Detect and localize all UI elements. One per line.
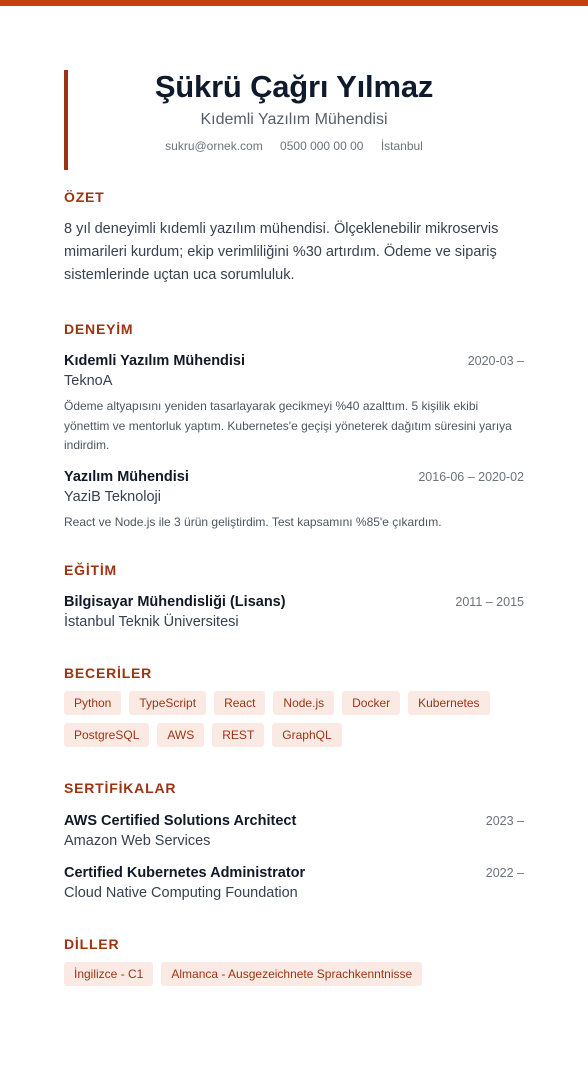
skill-chip: React xyxy=(214,691,265,715)
contact-line xyxy=(64,138,524,154)
skill-chip: TypeScript xyxy=(129,691,206,715)
contact-city: İstanbul xyxy=(380,139,423,153)
experience-entry xyxy=(64,468,524,533)
certification-name: Certified Kubernetes Administrator xyxy=(64,865,306,881)
skill-chip: Node.js xyxy=(273,691,334,715)
experience-company: YaziB Teknoloji xyxy=(64,488,161,505)
education-entry xyxy=(64,593,524,632)
experience-entry xyxy=(64,352,524,456)
experience-role: Kıdemli Yazılım Mühendisi xyxy=(64,353,246,369)
experience-role: Yazılım Mühendisi xyxy=(64,468,189,485)
skill-chip: Kubernetes xyxy=(408,691,489,715)
skill-chip: PostgreSQL xyxy=(64,723,149,747)
certification-entry xyxy=(64,864,524,903)
certifications-section xyxy=(64,779,524,903)
summary-text: 8 yıl deneyimli kıdemli yazılım mühendisi. Ölçeklenebilir mikroservis mimarileri kurdum; ekip verimliliğini %30 artırdım. Ödeme ve sipariş sistemlerinde uçtan uca sorumluluk. xyxy=(64,221,499,283)
education-school: İstanbul Teknik Üniversitesi xyxy=(64,614,239,630)
skill-chip: Python xyxy=(64,691,121,715)
resume-page xyxy=(64,69,524,981)
experience-date: 2016-06 – 2020-02 xyxy=(418,469,524,484)
certification-date: 2023 – xyxy=(485,814,524,828)
skills-section xyxy=(64,664,524,747)
certification-issuer: Cloud Native Computing Foundation xyxy=(64,885,298,901)
certification-issuer: Amazon Web Services xyxy=(64,833,211,849)
education-section xyxy=(64,561,524,632)
certifications-heading: SERTİFİKALAR xyxy=(64,780,177,796)
certification-entry xyxy=(64,812,524,851)
languages-heading: DİLLER xyxy=(64,936,120,952)
skills-list xyxy=(64,691,524,747)
summary-section xyxy=(64,188,524,287)
skills-heading: BECERİLER xyxy=(64,665,153,681)
language-chip: Almanca - Ausgezeichnete Sprachkenntnisse xyxy=(161,962,422,986)
skill-chip: GraphQL xyxy=(272,723,341,747)
experience-company: TeknoA xyxy=(64,373,113,389)
experience-description: Ödeme altyapısını yeniden tasarlayarak gecikmeyi %40 azalttım. 5 kişilik ekibi yönettim ve mentorluk yaptım. Kubernetes'e geçişi yöneterek dağıtım süresini yarıya indirdim. xyxy=(64,399,512,452)
language-chip: İngilizce - C1 xyxy=(64,962,153,986)
contact-phone[interactable]: 0500 000 00 00 xyxy=(280,139,364,153)
job-title: Kıdemli Yazılım Mühendisi xyxy=(200,111,388,128)
education-date: 2011 – 2015 xyxy=(455,595,524,609)
header-accent-rule xyxy=(64,70,68,170)
experience-section xyxy=(64,320,524,532)
summary-heading: ÖZET xyxy=(64,189,105,205)
full-name: Şükrü Çağrı Yılmaz xyxy=(154,69,434,104)
education-heading: EĞİTİM xyxy=(64,562,118,578)
certification-name: AWS Certified Solutions Architect xyxy=(64,813,297,829)
contact-email[interactable]: sukru@ornek.com xyxy=(165,139,263,153)
languages-section xyxy=(64,935,524,986)
experience-date: 2020-03 – xyxy=(467,354,524,368)
experience-description: React ve Node.js ile 3 ürün geliştirdim. Test kapsamını %85'e çıkardım. xyxy=(64,514,442,529)
top-accent-bar xyxy=(0,0,588,6)
certification-date: 2022 – xyxy=(485,866,524,880)
skill-chip: Docker xyxy=(342,691,400,715)
resume-header xyxy=(64,70,524,170)
education-degree: Bilgisayar Mühendisliği (Lisans) xyxy=(64,594,286,610)
languages-list xyxy=(64,962,524,986)
skill-chip: AWS xyxy=(157,723,204,747)
experience-heading: DENEYİM xyxy=(64,321,134,337)
skill-chip: REST xyxy=(212,723,264,747)
